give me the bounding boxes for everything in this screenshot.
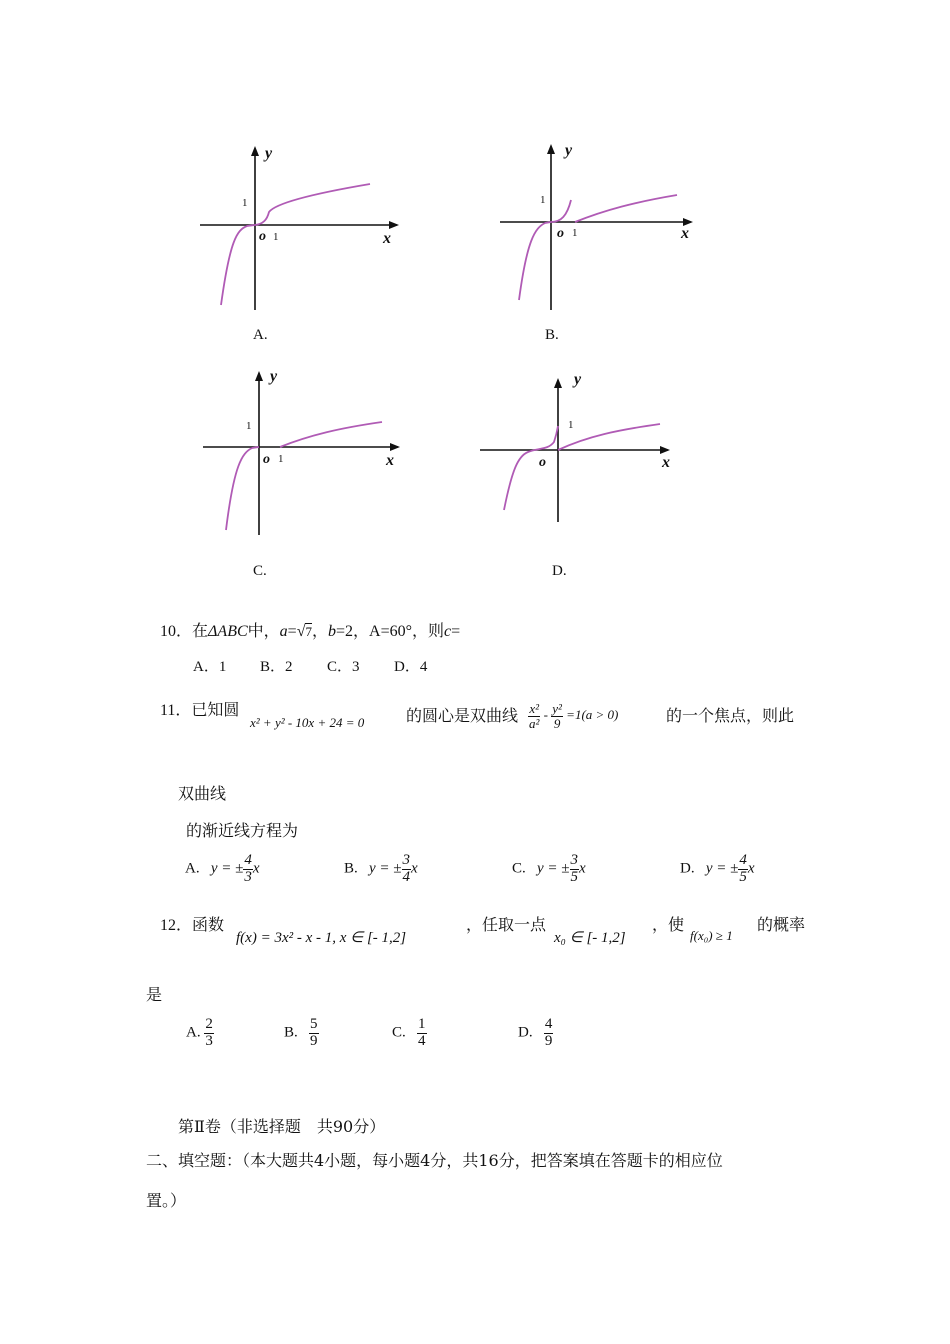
part-two-title: 第Ⅱ卷（非选择题 共90分） — [178, 1117, 386, 1136]
option-numerator: 3 — [402, 852, 411, 868]
option-denominator: 3 — [244, 868, 252, 885]
x-tick-label: 1 — [572, 227, 578, 239]
hyperbola-denominator-2: 9 — [553, 715, 561, 731]
option-denominator: 5 — [739, 868, 747, 885]
option-denominator: 3 — [205, 1032, 213, 1049]
origin-label: o — [263, 452, 270, 467]
q10-option-a: A．1 — [193, 659, 227, 675]
option-numerator: 1 — [418, 1016, 426, 1032]
question-10 — [160, 618, 460, 641]
var-c: c — [444, 623, 452, 640]
q11-option-a — [185, 853, 260, 886]
question-number: 11． — [160, 702, 192, 719]
graph-d-caption: D. — [552, 563, 567, 579]
option-label: A. — [186, 1024, 201, 1041]
option-denominator: 9 — [310, 1032, 318, 1049]
option-label: B. — [344, 860, 358, 877]
minus-sign: - — [543, 707, 548, 723]
option-label: D. — [518, 1024, 533, 1041]
option-post: x — [252, 860, 260, 877]
y-axis-label: y — [565, 142, 573, 159]
option-numerator: 4 — [244, 852, 252, 868]
option-numerator: 4 — [544, 1016, 553, 1032]
q11-line-3: 的渐近线方程为 — [186, 821, 299, 840]
option-post: x — [579, 860, 586, 877]
option-post: x — [411, 860, 418, 877]
option-pre: y = ± — [210, 860, 244, 877]
x-tick-label: 1 — [278, 453, 284, 465]
graph-c-caption: C. — [253, 563, 267, 579]
q12-text: ，使 — [652, 915, 685, 934]
option-pre: y = ± — [537, 860, 570, 877]
q10-text: ， — [311, 621, 328, 640]
origin-label: o — [539, 455, 546, 470]
y-tick-label: 1 — [540, 194, 546, 206]
section-heading-cont: 置。） — [146, 1191, 187, 1210]
hyperbola-denominator-1: a² — [529, 715, 540, 731]
option-label: B. — [284, 1024, 298, 1041]
q10-option-d: D．4 — [394, 659, 428, 675]
option-numerator: 4 — [739, 852, 747, 868]
sqrt-argument: 7 — [305, 624, 312, 639]
graph-b — [495, 140, 710, 315]
option-numerator: 2 — [205, 1016, 213, 1032]
question-number: 10． — [160, 623, 193, 640]
option-denominator: 4 — [418, 1032, 426, 1049]
section-heading: 二、填空题：（本大题共4小题，每小题4分，共16分，把答案填在答题卡的相应位 — [146, 1151, 723, 1170]
x-axis-label: x — [383, 230, 391, 247]
origin-label: o — [557, 226, 564, 241]
option-numerator: 3 — [570, 852, 579, 868]
equals-sign: = — [287, 623, 297, 640]
sqrt-sign: √ — [296, 623, 306, 640]
var-a: a — [279, 623, 288, 640]
x-axis-label: x — [662, 454, 670, 471]
question-12 — [160, 912, 224, 935]
graph-a — [195, 140, 410, 315]
graph-b-caption: B. — [545, 327, 559, 343]
var-b: b — [327, 623, 336, 640]
q11-text: 已知圆 — [191, 700, 240, 719]
origin-label: o — [259, 229, 266, 244]
q10-option-c: C．3 — [327, 659, 360, 675]
option-post: x — [747, 860, 755, 877]
q12-option-d — [518, 1017, 553, 1050]
option-pre: y = ± — [705, 860, 739, 877]
x-tick-label: 1 — [273, 231, 279, 243]
q10-text: 在 — [192, 621, 209, 640]
option-denominator: 4 — [402, 868, 411, 885]
hyperbola-rest: =1(a > 0) — [566, 707, 619, 723]
hyperbola-numerator-2: y² — [552, 701, 562, 716]
hyperbola-numerator-1: x² — [529, 701, 540, 716]
q11-text: 的一个焦点，则此 — [666, 706, 795, 725]
hyperbola-equation — [528, 702, 618, 730]
graph-c — [200, 365, 415, 540]
q10-text: =2，A=60°，则 — [335, 623, 444, 640]
triangle-abc: ΔABC — [208, 623, 248, 640]
question-number: 12． — [160, 917, 193, 934]
q11-line-2: 双曲线 — [178, 784, 227, 803]
random-point: x₀ ∈ [- 1,2] — [554, 930, 626, 946]
y-tick-label: 1 — [242, 197, 248, 209]
equals-sign: = — [451, 623, 461, 640]
x-axis-label: x — [681, 225, 689, 242]
option-pre: y = ± — [369, 860, 402, 877]
q12-text: ，任取一点 — [466, 915, 547, 934]
q11-option-b — [344, 853, 418, 886]
q11-option-c — [512, 853, 586, 886]
q12-text: 函数 — [192, 915, 225, 934]
q12-option-c — [392, 1017, 427, 1050]
y-axis-label: y — [270, 368, 278, 385]
option-label: D. — [680, 860, 695, 877]
q10-text: 中， — [247, 621, 280, 640]
q12-option-b — [284, 1017, 319, 1050]
option-denominator: 9 — [544, 1032, 553, 1049]
option-label: C. — [392, 1024, 406, 1041]
y-tick-label: 1 — [246, 420, 252, 432]
question-11 — [160, 700, 239, 721]
circle-equation: x² + y² - 10x + 24 = 0 — [250, 715, 365, 730]
q12-line-2: 是 — [146, 985, 163, 1004]
y-tick-label: 1 — [568, 419, 574, 431]
y-axis-label: y — [574, 371, 582, 388]
option-denominator: 5 — [570, 868, 579, 885]
option-label: A. — [185, 860, 200, 877]
q11-text: 的圆心是双曲线 — [406, 706, 519, 725]
graph-d — [478, 370, 693, 545]
option-label: C. — [512, 860, 526, 877]
q10-option-b: B．2 — [260, 659, 293, 675]
q12-text: 的概率 — [757, 915, 806, 934]
option-numerator: 5 — [310, 1016, 318, 1032]
q11-option-d — [680, 853, 755, 886]
q12-option-a — [186, 1017, 214, 1050]
graph-a-caption: A. — [253, 327, 268, 343]
probability-condition: f(x₀) ≥ 1 — [690, 928, 733, 943]
y-axis-label: y — [265, 145, 273, 162]
function-definition: f(x) = 3x² - x - 1, x ∈ [- 1,2] — [236, 930, 407, 946]
x-axis-label: x — [386, 452, 394, 469]
